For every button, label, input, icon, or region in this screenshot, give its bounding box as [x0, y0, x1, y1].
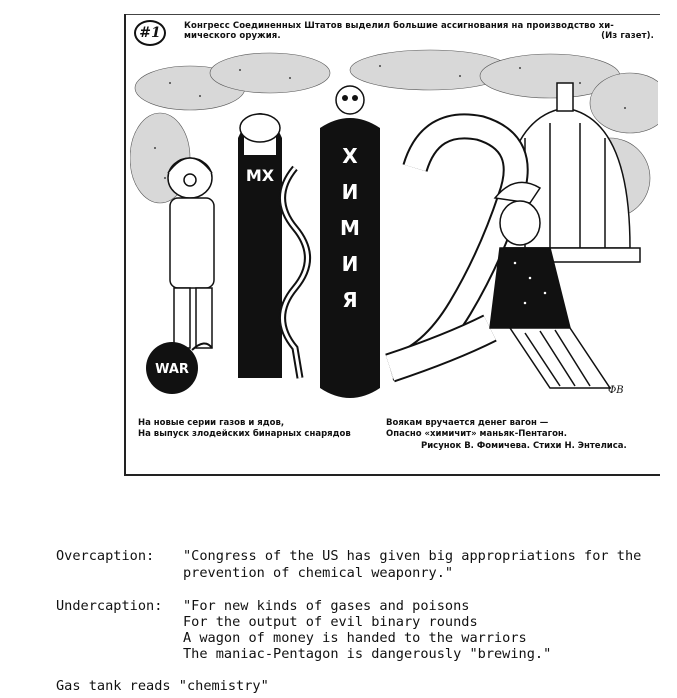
russian-verse-right: Воякам вручается денег вагон — Опасно «химичит» маньяк-Пентагон. — [386, 418, 568, 439]
frame-left-border — [124, 14, 126, 476]
cartoon-clipping — [124, 8, 662, 478]
overcaption-label: Overcaption: — [56, 548, 155, 564]
undercaption-label: Undercaption: — [56, 598, 163, 614]
tank-label-letter: Я — [342, 288, 358, 312]
tank-label-letter: М — [340, 216, 360, 240]
tank-label-letter: Х — [342, 144, 358, 168]
russian-verse-left: На новые серии газов и ядов, На выпуск злодейских бинарных снарядов — [138, 418, 351, 439]
tank-label-letter: И — [341, 252, 359, 276]
cartoon-illustration — [130, 48, 658, 408]
missile-marking: МХ — [245, 166, 275, 185]
undercaption-line-1: "For new kinds of gases and poisons — [183, 598, 470, 614]
chemistry-gas-tank — [320, 86, 380, 398]
russian-header-line1: Конгресс Соединенных Штатов выделил большие ассигнования на производство хи- — [184, 21, 614, 31]
war-bomb — [146, 342, 212, 394]
russian-header-line2: мического оружия. — [184, 31, 281, 41]
russian-header — [184, 21, 654, 41]
russian-header-source: (Из газет). — [601, 31, 654, 41]
artist-mark: ФВ — [608, 385, 624, 396]
frame-top-border — [124, 14, 660, 15]
cartoon-number-badge: #1 — [134, 20, 166, 46]
tank-label-letter: И — [341, 180, 359, 204]
undercaption-line-3: A wagon of money is handed to the warriors — [183, 630, 527, 646]
overcaption-line-2: prevention of chemical weaponry." — [183, 565, 454, 581]
coiled-pipe — [390, 126, 516, 368]
undercaption-line-2: For the output of evil binary rounds — [183, 614, 478, 630]
undercaption-line-4: The maniac-Pentagon is dangerously "brewing." — [183, 646, 552, 662]
gas-tank-note: Gas tank reads "chemistry" — [56, 678, 269, 694]
frame-bottom-border — [124, 474, 660, 476]
bomb-label: WAR — [155, 362, 189, 377]
overcaption-line-1: "Congress of the US has given big appropriations for the — [183, 548, 642, 564]
gas-mask-soldier — [168, 158, 214, 348]
russian-credit: Рисунок В. Фомичева. Стихи Н. Энтелиса. — [421, 441, 627, 451]
mx-missile — [238, 113, 282, 378]
